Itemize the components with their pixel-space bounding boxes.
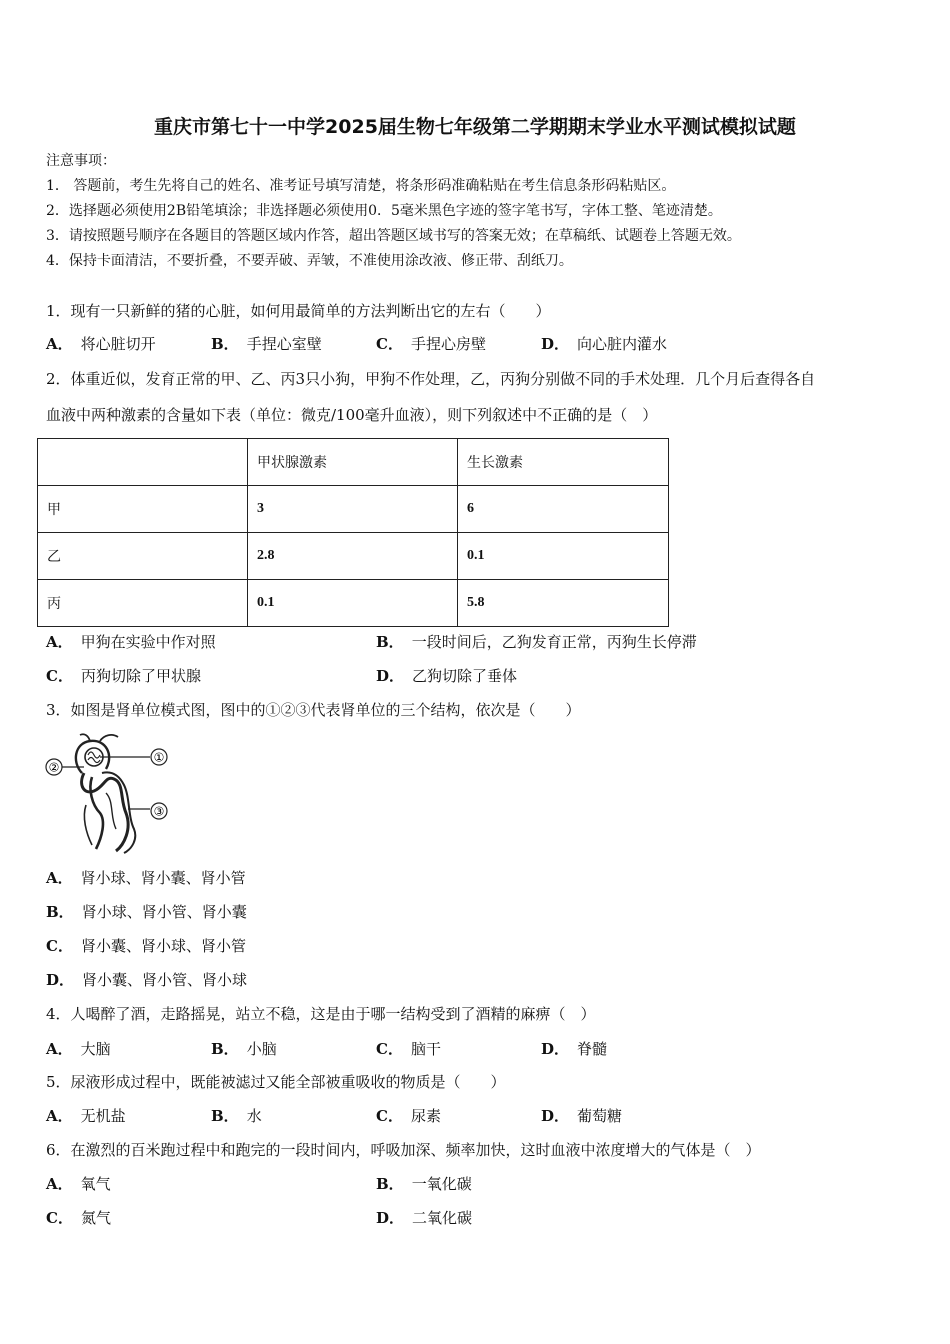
q5-option-c[interactable] — [376, 1106, 441, 1126]
option-letter: B． — [211, 335, 239, 353]
q6-option-d[interactable] — [376, 1208, 472, 1228]
arteriole-line — [100, 735, 118, 741]
q1-option-a[interactable] — [46, 334, 156, 354]
option-letter: D． — [541, 1040, 570, 1058]
hormone-table — [37, 438, 669, 627]
option-text: 肾小球、肾小管、肾小囊 — [81, 903, 247, 921]
option-letter: A． — [46, 1175, 73, 1193]
table-header-row — [38, 439, 669, 486]
table-cell: 乙 — [38, 533, 248, 580]
option-letter: B． — [211, 1040, 239, 1058]
option-text: 一段时间后，乙狗发育正常，丙狗生长停滞 — [411, 633, 697, 651]
option-letter: C． — [46, 937, 73, 955]
option-text: 无机盐 — [80, 1107, 126, 1125]
option-text: 脑干 — [410, 1040, 441, 1058]
q1-option-b[interactable] — [211, 334, 322, 354]
option-letter: A． — [46, 869, 73, 887]
option-text: 手捏心室壁 — [246, 335, 322, 353]
table-cell: 甲 — [38, 486, 248, 533]
table-cell: 0.1 — [458, 533, 669, 580]
option-letter: D． — [46, 971, 75, 989]
option-letter: B． — [211, 1107, 239, 1125]
option-text: 肾小球、肾小囊、肾小管 — [80, 869, 246, 887]
q4-option-b[interactable] — [211, 1039, 277, 1059]
q5-stem: 5．尿液形成过程中，既能被滤过又能全部被重吸收的物质是（ ） — [46, 1073, 506, 1091]
option-letter: B． — [376, 1175, 404, 1193]
q4-option-a[interactable] — [46, 1039, 111, 1059]
option-text: 乙狗切除了垂体 — [412, 667, 518, 685]
q5-option-d[interactable] — [541, 1106, 622, 1126]
option-letter: C． — [46, 667, 73, 685]
option-text: 向心脏内灌水 — [577, 335, 668, 353]
option-letter: D． — [376, 1209, 405, 1227]
capillary-path — [84, 805, 92, 845]
table-cell: 3 — [248, 486, 458, 533]
table-cell: 0.1 — [248, 580, 458, 627]
nephron-diagram — [44, 733, 174, 855]
option-letter: B． — [376, 633, 404, 651]
option-text: 氧气 — [80, 1175, 111, 1193]
page-title: 重庆市第七十一中学2025届生物七年级第二学期期末学业水平测试模拟试题 — [154, 116, 796, 138]
q2-stem-line-1: 2．体重近似，发育正常的甲、乙、丙3只小狗，甲狗不作处理，乙，丙狗分别做不同的手术处理．几个月后查得各自 — [46, 370, 816, 388]
option-text: 小脑 — [246, 1040, 277, 1058]
q2-option-a[interactable] — [46, 632, 216, 652]
option-letter: D． — [541, 335, 570, 353]
option-letter: D． — [541, 1107, 570, 1125]
option-letter: C． — [376, 1040, 403, 1058]
table-header-cell — [38, 439, 248, 486]
glomerulus-coil — [88, 752, 100, 758]
option-text: 脊髓 — [577, 1040, 608, 1058]
q2-option-d[interactable] — [376, 666, 517, 686]
option-letter: A． — [46, 335, 73, 353]
q5-option-a[interactable] — [46, 1106, 126, 1126]
q5-option-b[interactable] — [211, 1106, 262, 1126]
q1-option-c[interactable] — [376, 334, 486, 354]
option-letter: C． — [376, 335, 403, 353]
notice-item-2: 2．选择题必须使用2B铅笔填涂；非选择题必须使用0．5毫米黑色字迹的签字笔书写，字体工整、笔迹清楚。 — [46, 203, 722, 219]
table-row — [38, 580, 669, 627]
option-text: 水 — [246, 1107, 262, 1125]
table-cell: 丙 — [38, 580, 248, 627]
table-cell: 2.8 — [248, 533, 458, 580]
capillary-path — [106, 793, 116, 829]
option-letter: C． — [376, 1107, 403, 1125]
q3-option-b[interactable] — [46, 902, 247, 922]
option-text: 氮气 — [80, 1209, 111, 1227]
option-text: 肾小囊、肾小管、肾小球 — [82, 971, 248, 989]
option-text: 甲狗在实验中作对照 — [80, 633, 216, 651]
option-text: 丙狗切除了甲状腺 — [80, 667, 201, 685]
label-3: ③ — [153, 804, 165, 819]
table-cell: 5.8 — [458, 580, 669, 627]
q3-option-a[interactable] — [46, 868, 246, 888]
option-text: 大脑 — [80, 1040, 111, 1058]
arteriole-line — [80, 734, 90, 741]
option-text: 葡萄糖 — [577, 1107, 623, 1125]
option-text: 将心脏切开 — [80, 335, 156, 353]
option-letter: A． — [46, 633, 73, 651]
notice-heading: 注意事项： — [46, 153, 116, 169]
q6-option-c[interactable] — [46, 1208, 111, 1228]
label-2: ② — [48, 760, 60, 775]
q1-option-d[interactable] — [541, 334, 667, 354]
q4-stem: 4．人喝醉了酒，走路摇晃，站立不稳，这是由于哪一结构受到了酒精的麻痹（ ） — [46, 1005, 596, 1023]
option-text: 手捏心房壁 — [410, 335, 486, 353]
table-header-cell: 甲状腺激素 — [248, 439, 458, 486]
table-cell: 6 — [458, 486, 669, 533]
q2-option-b[interactable] — [376, 632, 697, 652]
table-row — [38, 533, 669, 580]
q1-stem: 1．现有一只新鲜的猪的心脏，如何用最简单的方法判断出它的左右（ ） — [46, 302, 551, 320]
q6-option-a[interactable] — [46, 1174, 111, 1194]
option-letter: C． — [46, 1209, 73, 1227]
table-row — [38, 486, 669, 533]
q4-option-c[interactable] — [376, 1039, 441, 1059]
option-text: 二氧化碳 — [412, 1209, 473, 1227]
q2-option-c[interactable] — [46, 666, 201, 686]
option-text: 一氧化碳 — [411, 1175, 472, 1193]
q3-option-d[interactable] — [46, 970, 247, 990]
option-letter: B． — [46, 903, 74, 921]
option-text: 尿素 — [410, 1107, 441, 1125]
label-1: ① — [153, 750, 165, 765]
option-letter: D． — [376, 667, 405, 685]
notice-item-1: 1． 答题前，考生先将自己的姓名、准考证号填写清楚，将条形码准确粘贴在考生信息条形码粘贴区。 — [46, 178, 676, 194]
notice-item-3: 3．请按照题号顺序在各题目的答题区域内作答，超出答题区域书写的答案无效；在草稿纸、试题卷上答题无效。 — [46, 228, 741, 244]
q2-stem-line-2: 血液中两种激素的含量如下表（单位：微克/100毫升血液），则下列叙述中不正确的是（ ） — [46, 406, 658, 424]
table-header-cell: 生长激素 — [458, 439, 669, 486]
option-letter: A． — [46, 1107, 73, 1125]
option-letter: A． — [46, 1040, 73, 1058]
q6-stem: 6．在激烈的百米跑过程中和跑完的一段时间内，呼吸加深、频率加快，这时血液中浓度增大的气体是（ ） — [46, 1141, 761, 1159]
glomerulus-coil — [88, 758, 100, 763]
q3-option-c[interactable] — [46, 936, 246, 956]
option-text: 肾小囊、肾小球、肾小管 — [80, 937, 246, 955]
notice-item-4: 4．保持卡面清洁，不要折叠，不要弄破、弄皱，不准使用涂改液、修正带、刮纸刀。 — [46, 253, 573, 269]
q3-stem: 3．如图是肾单位模式图，图中的①②③代表肾单位的三个结构，依次是（ ） — [46, 701, 581, 719]
q4-option-d[interactable] — [541, 1039, 607, 1059]
q6-option-b[interactable] — [376, 1174, 472, 1194]
